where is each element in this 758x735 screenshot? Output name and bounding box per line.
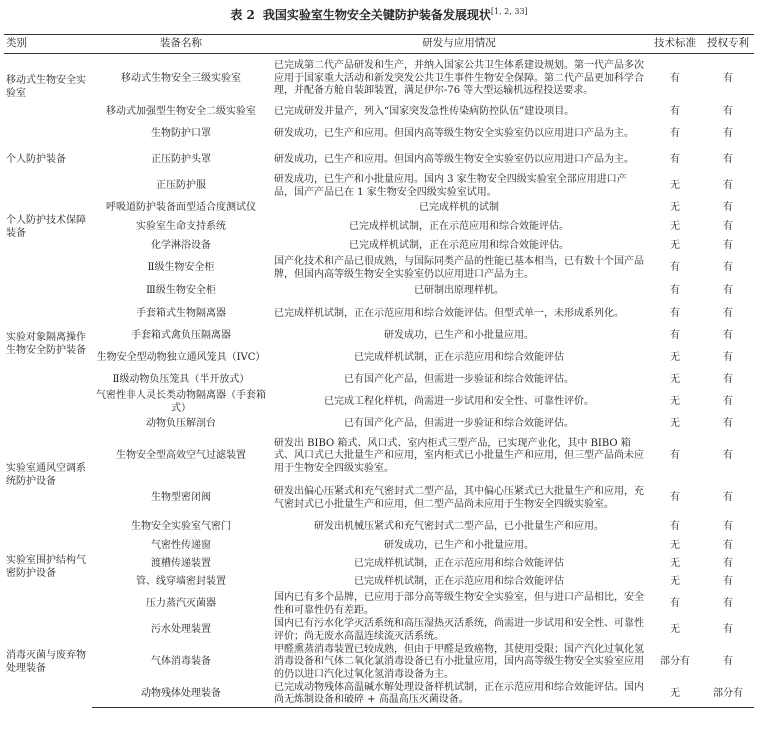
patent-cell: 有: [723, 492, 733, 504]
standard-cell: 有: [670, 330, 680, 342]
standard-cell: 无: [670, 396, 680, 408]
equipment-desc: 研发成功，已生产和小批量应用。: [384, 540, 534, 552]
table-row: [4, 282, 754, 302]
equipment-name: 渡槽传递装置: [151, 558, 211, 570]
patent-cell: 有: [723, 154, 733, 166]
table-row: [4, 218, 754, 238]
equipment-name: 生物安全实验室气密门: [131, 521, 231, 533]
equipment-name: 移动式加强型生物安全二级实验室: [106, 106, 256, 118]
table-row: [4, 54, 754, 104]
equipment-desc: 已有国产化产品，但需进一步验证和综合效能评估。: [344, 374, 574, 386]
standard-cell: 无: [670, 558, 680, 570]
table-number: 表 2: [230, 8, 255, 22]
standard-cell: 有: [670, 285, 680, 297]
table-row: [4, 200, 754, 218]
equipment-desc: 已完成工程化样机，尚需进一步试用和安全性、可靠性评价。: [324, 396, 594, 408]
table-row: [4, 372, 754, 390]
table-row: [4, 238, 754, 256]
equipment-name: 污水处理装置: [151, 624, 211, 636]
standard-cell: 有: [670, 72, 680, 84]
table-row: [4, 346, 754, 372]
standard-cell: 有: [670, 521, 680, 533]
equipment-desc: 已完成研发并量产，列入“国家突发急性传染病防控队伍”建设项目。: [274, 106, 575, 118]
patent-cell: 有: [723, 656, 733, 668]
equipment-name: 正压防护服: [156, 180, 206, 192]
patent-cell: 有: [723, 540, 733, 552]
table-row: [4, 148, 754, 174]
equipment-desc: 研发成功，已生产和应用。但国内高等级生物安全实验室仍以应用进口产品为主。: [274, 154, 634, 166]
header-name: 装备名称: [92, 35, 270, 54]
equipment-name: 管、线穿墙密封装置: [136, 576, 226, 588]
patent-cell: 有: [723, 72, 733, 84]
equipment-desc: 已有国产化产品，但需进一步验证和综合效能评估。: [344, 418, 574, 430]
category-cell: 个人防护装备: [6, 154, 66, 166]
equipment-desc: 研发成功，已生产和小批量应用。: [384, 330, 534, 342]
category-cell: 消毒灭菌与废弃物处理装备: [6, 650, 86, 674]
equipment-desc: 已完成样机试制，正在示范应用和综合效能评估。但型式单一，未形成系列化。: [274, 308, 624, 320]
category-cell: 实验对象隔离操作生物安全防护装备: [6, 332, 86, 356]
patent-cell: 有: [723, 418, 733, 430]
header-category: 类别: [4, 35, 92, 54]
standard-cell: 无: [670, 576, 680, 588]
equipment-table: [4, 34, 754, 708]
table-row: [4, 644, 754, 682]
table-row: [4, 416, 754, 434]
standard-cell: 无: [670, 418, 680, 430]
equipment-name: 压力蒸汽灭菌器: [146, 598, 216, 610]
table-row: [4, 518, 754, 538]
table-row: [4, 328, 754, 346]
equipment-desc: 研发出 BIBO 箱式、风口式、室内柜式三型产品，已实现产业化，其中 BIBO 箱式、风口式已大批量生产和应用，室内柜式已小批量生产和应用，但三型产品尚未应用于生物安全四级实验室。: [274, 437, 644, 474]
table-row: [4, 390, 754, 416]
patent-cell: 有: [723, 240, 733, 252]
equipment-name: Ⅱ级生物安全柜: [147, 262, 215, 274]
standard-cell: 有: [670, 128, 680, 140]
table-row: [4, 434, 754, 480]
standard-cell: 有: [670, 106, 680, 118]
standard-cell: 有: [670, 154, 680, 166]
equipment-desc: 研发成功，已生产和应用。但国内高等级生物安全实验室仍以应用进口产品为主。: [274, 128, 634, 140]
standard-cell: 无: [670, 221, 680, 233]
equipment-name: 呼吸道防护装备面型适合度测试仪: [106, 202, 256, 214]
equipment-name: 实验室生命支持系统: [136, 221, 226, 233]
equipment-name: 手套箱式生物隔离器: [136, 308, 226, 320]
equipment-name: 气密性非人灵长类动物隔离器（手套箱式）: [96, 390, 266, 414]
equipment-name: 移动式生物安全三级实验室: [121, 72, 241, 84]
table-row: [4, 618, 754, 644]
table-caption: [0, 6, 758, 23]
equipment-desc: 已完成动物残体高温碱水解处理设备样机试制，正在示范应用和综合效能评估。国内尚无炼制设备和破碎 + 高温高压灭菌设备。: [270, 682, 648, 708]
equipment-name: 生物安全型动物独立通风笼具（IVC）: [96, 352, 266, 364]
equipment-name: 动物残体处理装备: [92, 682, 270, 708]
patent-cell: 有: [723, 576, 733, 588]
equipment-name: 生物型密闭阀: [151, 492, 211, 504]
patent-cell: 有: [723, 330, 733, 342]
equipment-name: 生物安全型高效空气过滤装置: [116, 450, 246, 462]
table-row: [4, 256, 754, 282]
table-row: [4, 682, 754, 708]
equipment-name: Ⅲ级生物安全柜: [146, 285, 216, 297]
equipment-desc: 已完成样机试制，正在示范应用和综合效能评估: [354, 558, 564, 570]
patent-cell: 有: [723, 558, 733, 570]
standard-cell: 有: [670, 450, 680, 462]
standard-cell: 有: [670, 598, 680, 610]
patent-cell: 有: [723, 521, 733, 533]
table-title: 我国实验室生物安全关键防护装备发展现状: [262, 8, 491, 22]
standard-cell: 无: [670, 374, 680, 386]
equipment-name: 手套箱式禽负压隔离器: [131, 330, 231, 342]
patent-cell: 有: [723, 598, 733, 610]
equipment-desc: 已研制出原理样机。: [414, 285, 504, 297]
table-row: [4, 302, 754, 328]
header-standard: 技术标准: [648, 35, 702, 54]
patent-cell: 有: [723, 262, 733, 274]
equipment-desc: 研发出机械压紧式和充气密封式二型产品，已小批量生产和应用。: [314, 521, 604, 533]
table-row: [4, 538, 754, 556]
patent-cell: 有: [723, 285, 733, 297]
category-cell: 移动式生物安全实验室: [6, 75, 86, 99]
table-row: [4, 174, 754, 200]
equipment-desc: 已完成样机试制，正在示范应用和综合效能评估: [354, 576, 564, 588]
patent-cell: 有: [723, 308, 733, 320]
table-refs: [1, 2, 33]: [490, 7, 528, 16]
equipment-desc: 国内已有多个品牌，已应用于部分高等级生物安全实验室，但与进口产品相比，安全性和可靠性仍有差距。: [274, 592, 644, 616]
equipment-desc: 研发成功，已生产和小批量应用。国内 3 家生物安全四级实验室全部应用进口产品，国产产品已在 1 家生物安全四级实验室试用。: [274, 174, 627, 198]
table-row: [4, 122, 754, 148]
table-row: [4, 480, 754, 518]
patent-cell: 有: [723, 352, 733, 364]
patent-cell: 有: [723, 202, 733, 214]
standard-cell: 无: [670, 240, 680, 252]
equipment-name: Ⅱ级动物负压笼具（半开放式）: [112, 374, 250, 386]
equipment-name: 动物负压解剖台: [146, 418, 216, 430]
header-desc: 研发与应用情况: [270, 35, 648, 54]
standard-cell: 无: [670, 624, 680, 636]
equipment-desc: 已完成样机试制，正在示范应用和综合效能评估。: [349, 221, 569, 233]
patent-cell: 有: [723, 624, 733, 636]
standard-cell: 无: [670, 180, 680, 192]
standard-cell: 无: [670, 202, 680, 214]
patent-cell: 有: [723, 106, 733, 118]
equipment-desc: 研发出偏心压紧式和充气密封式二型产品，其中偏心压紧式已大批量生产和应用，充气密封式已小批量生产和应用，但二型产品尚未应用于生物安全四级实验室。: [274, 486, 644, 510]
equipment-desc: 已完成样机的试制: [419, 202, 499, 214]
equipment-name: 正压防护头罩: [151, 154, 211, 166]
patent-cell: 有: [723, 450, 733, 462]
patent-cell: 有: [723, 396, 733, 408]
patent-cell: 有: [723, 374, 733, 386]
equipment-name: 气密性传递窗: [151, 540, 211, 552]
equipment-desc: 已完成样机试制，正在示范应用和综合效能评估: [354, 352, 564, 364]
table-row: [4, 592, 754, 618]
table-header-row: [4, 35, 754, 54]
equipment-desc: 已完成第二代产品研发和生产，并纳入国家公共卫生体系建设规划。第一代产品多次应用于国家重大活动和新发突发公共卫生事件生物安全保障。第二代产品更加科学合理，并配备方舱自装卸装置，满足伊尔-76 等大型运输机远程投送要求。: [274, 60, 644, 96]
category-cell: 个人防护技术保障装备: [6, 215, 86, 239]
patent-cell: 有: [723, 180, 733, 192]
table-row: [4, 104, 754, 122]
table-row: [4, 556, 754, 574]
equipment-name: 生物防护口罩: [151, 128, 211, 140]
category-cell: 实验室通风空调系统防护设备: [6, 463, 86, 487]
category-cell: 实验室围护结构气密防护设备: [6, 555, 86, 579]
standard-cell: 有: [670, 308, 680, 320]
equipment-name: 化学淋浴设备: [151, 240, 211, 252]
equipment-desc: 已完成样机试制，正在示范应用和综合效能评估。: [349, 240, 569, 252]
header-patent: 授权专利: [702, 35, 754, 54]
standard-cell: 无: [670, 352, 680, 364]
patent-cell: 有: [723, 128, 733, 140]
equipment-desc: 甲醛熏蒸消毒装置已较成熟，但由于甲醛是致癌物，其使用受限；国产汽化过氧化氢消毒设备和气体二氧化氯消毒设备已有小批量应用，国内高等级生物安全实验室应用的仍以进口汽化过氧化氢消毒设备为主。: [274, 643, 644, 680]
equipment-name: 气体消毒装备: [151, 656, 211, 668]
standard-cell: 部分有: [660, 656, 690, 668]
standard-cell: 有: [670, 262, 680, 274]
standard-cell: 有: [670, 492, 680, 504]
standard-cell: 无: [648, 682, 702, 708]
equipment-desc: 国内已有污水化学灭活系统和高压湿热灭活系统，尚需进一步试用和安全性、可靠性评价；尚无废水高温连续流灭活系统。: [274, 618, 644, 642]
table-row: [4, 574, 754, 592]
equipment-desc: 国产化技术和产品已很成熟，与国际同类产品的性能已基本相当，已有数十个国产品牌，但国内高等级生物安全实验室仍以应用进口产品为主。: [274, 256, 644, 280]
patent-cell: 有: [723, 221, 733, 233]
patent-cell: 部分有: [702, 682, 754, 708]
standard-cell: 无: [670, 540, 680, 552]
